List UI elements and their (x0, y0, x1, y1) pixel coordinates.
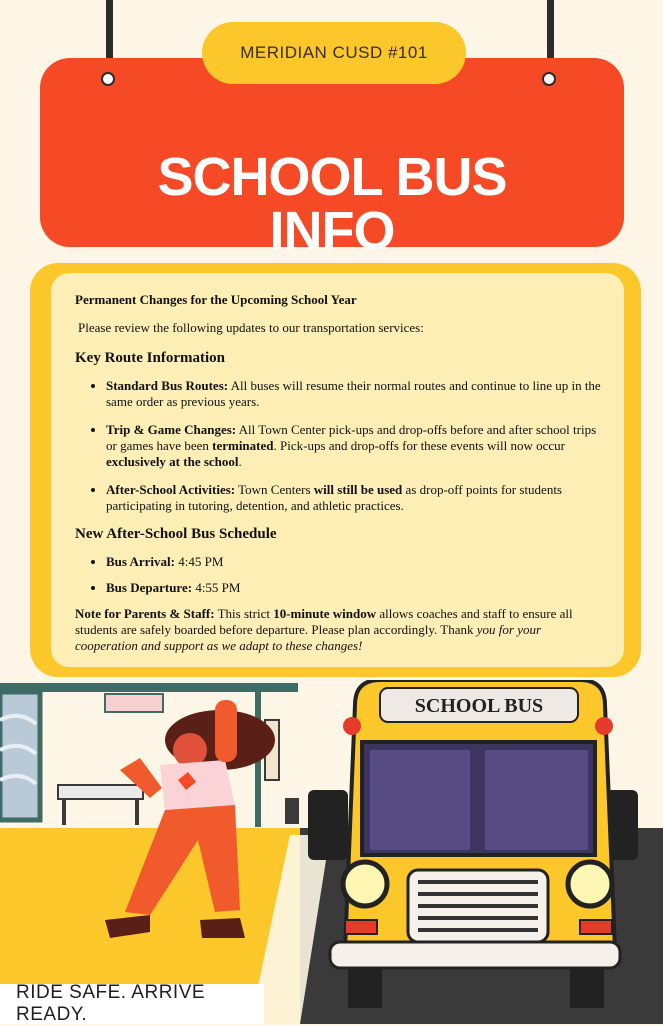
item-text: All buses will resume their normal routes and continue to line up in the same order as previous years. (106, 378, 601, 409)
district-badge: MERIDIAN CUSD #101 (202, 22, 466, 84)
note-text: This strict (217, 606, 270, 621)
item-text: as drop-off points for students participating in tutoring, detention, and athletic practices. (106, 482, 562, 513)
footer-tagline: RIDE SAFE. ARRIVE READY. (0, 984, 264, 1024)
shelter-roof (0, 683, 298, 692)
note-label: Note for Parents & Staff: (75, 606, 215, 621)
bus-sign: SCHOOL BUS (414, 695, 544, 717)
bus-stop-illustration (0, 680, 663, 1024)
hanger-hole-right (542, 72, 556, 86)
list-item (106, 482, 602, 514)
shelter-sign (105, 694, 163, 712)
list-item (106, 422, 602, 470)
info-heading: Permanent Changes for the Upcoming School Year (75, 292, 357, 307)
note-paragraph (75, 606, 602, 654)
list-item (106, 554, 602, 570)
item-text: . Pick-ups and drop-offs for these events will now occur (273, 438, 565, 453)
list-item (106, 378, 602, 410)
schedule-label: Bus Departure: (106, 580, 193, 595)
schedule-value: 4:45 PM (178, 554, 224, 569)
schedule-title: New After-School Bus Schedule (75, 526, 277, 542)
page-title (40, 147, 624, 261)
item-emphasis: will still be used (313, 482, 403, 497)
trash-bin (285, 798, 299, 824)
bench-seat (58, 785, 143, 799)
item-emphasis: exclusively at the school (106, 454, 239, 469)
item-text: . (238, 454, 242, 469)
item-label: Standard Bus Routes: (106, 378, 229, 393)
info-card (51, 273, 624, 667)
shelter-panel (0, 692, 40, 820)
note-italic: you for your cooperation and support as we adapt to these changes! (75, 622, 542, 653)
bench-leg (135, 799, 139, 825)
note-emphasis: 10-minute window (273, 606, 377, 621)
title-line-1: SCHOOL BUS (157, 147, 507, 207)
title-banner (40, 58, 624, 261)
school-bus (308, 680, 638, 1008)
title-line-2: INFO (269, 201, 395, 261)
schedule-value: 4:55 PM (195, 580, 241, 595)
item-label: After-School Activities: (106, 482, 236, 497)
item-text: Town Centers (238, 482, 311, 497)
list-item (106, 580, 602, 596)
key-route-list (75, 378, 602, 514)
item-text: All Town Center pick-ups and drop-offs before and after school trips or games have been (106, 422, 597, 453)
schedule-label: Bus Arrival: (106, 554, 175, 569)
key-route-title: Key Route Information (75, 350, 225, 366)
info-intro: Please review the following updates to our transportation services: (78, 320, 424, 335)
bench-leg (62, 799, 66, 825)
item-emphasis: terminated (212, 438, 274, 453)
schedule-list (75, 554, 602, 596)
note-text: allows coaches and staff to ensure all students are safely boarded before departure. Please plan accordingly. Thank (75, 606, 573, 637)
item-label: Trip & Game Changes: (106, 422, 237, 437)
hanger-hole-left (101, 72, 115, 86)
